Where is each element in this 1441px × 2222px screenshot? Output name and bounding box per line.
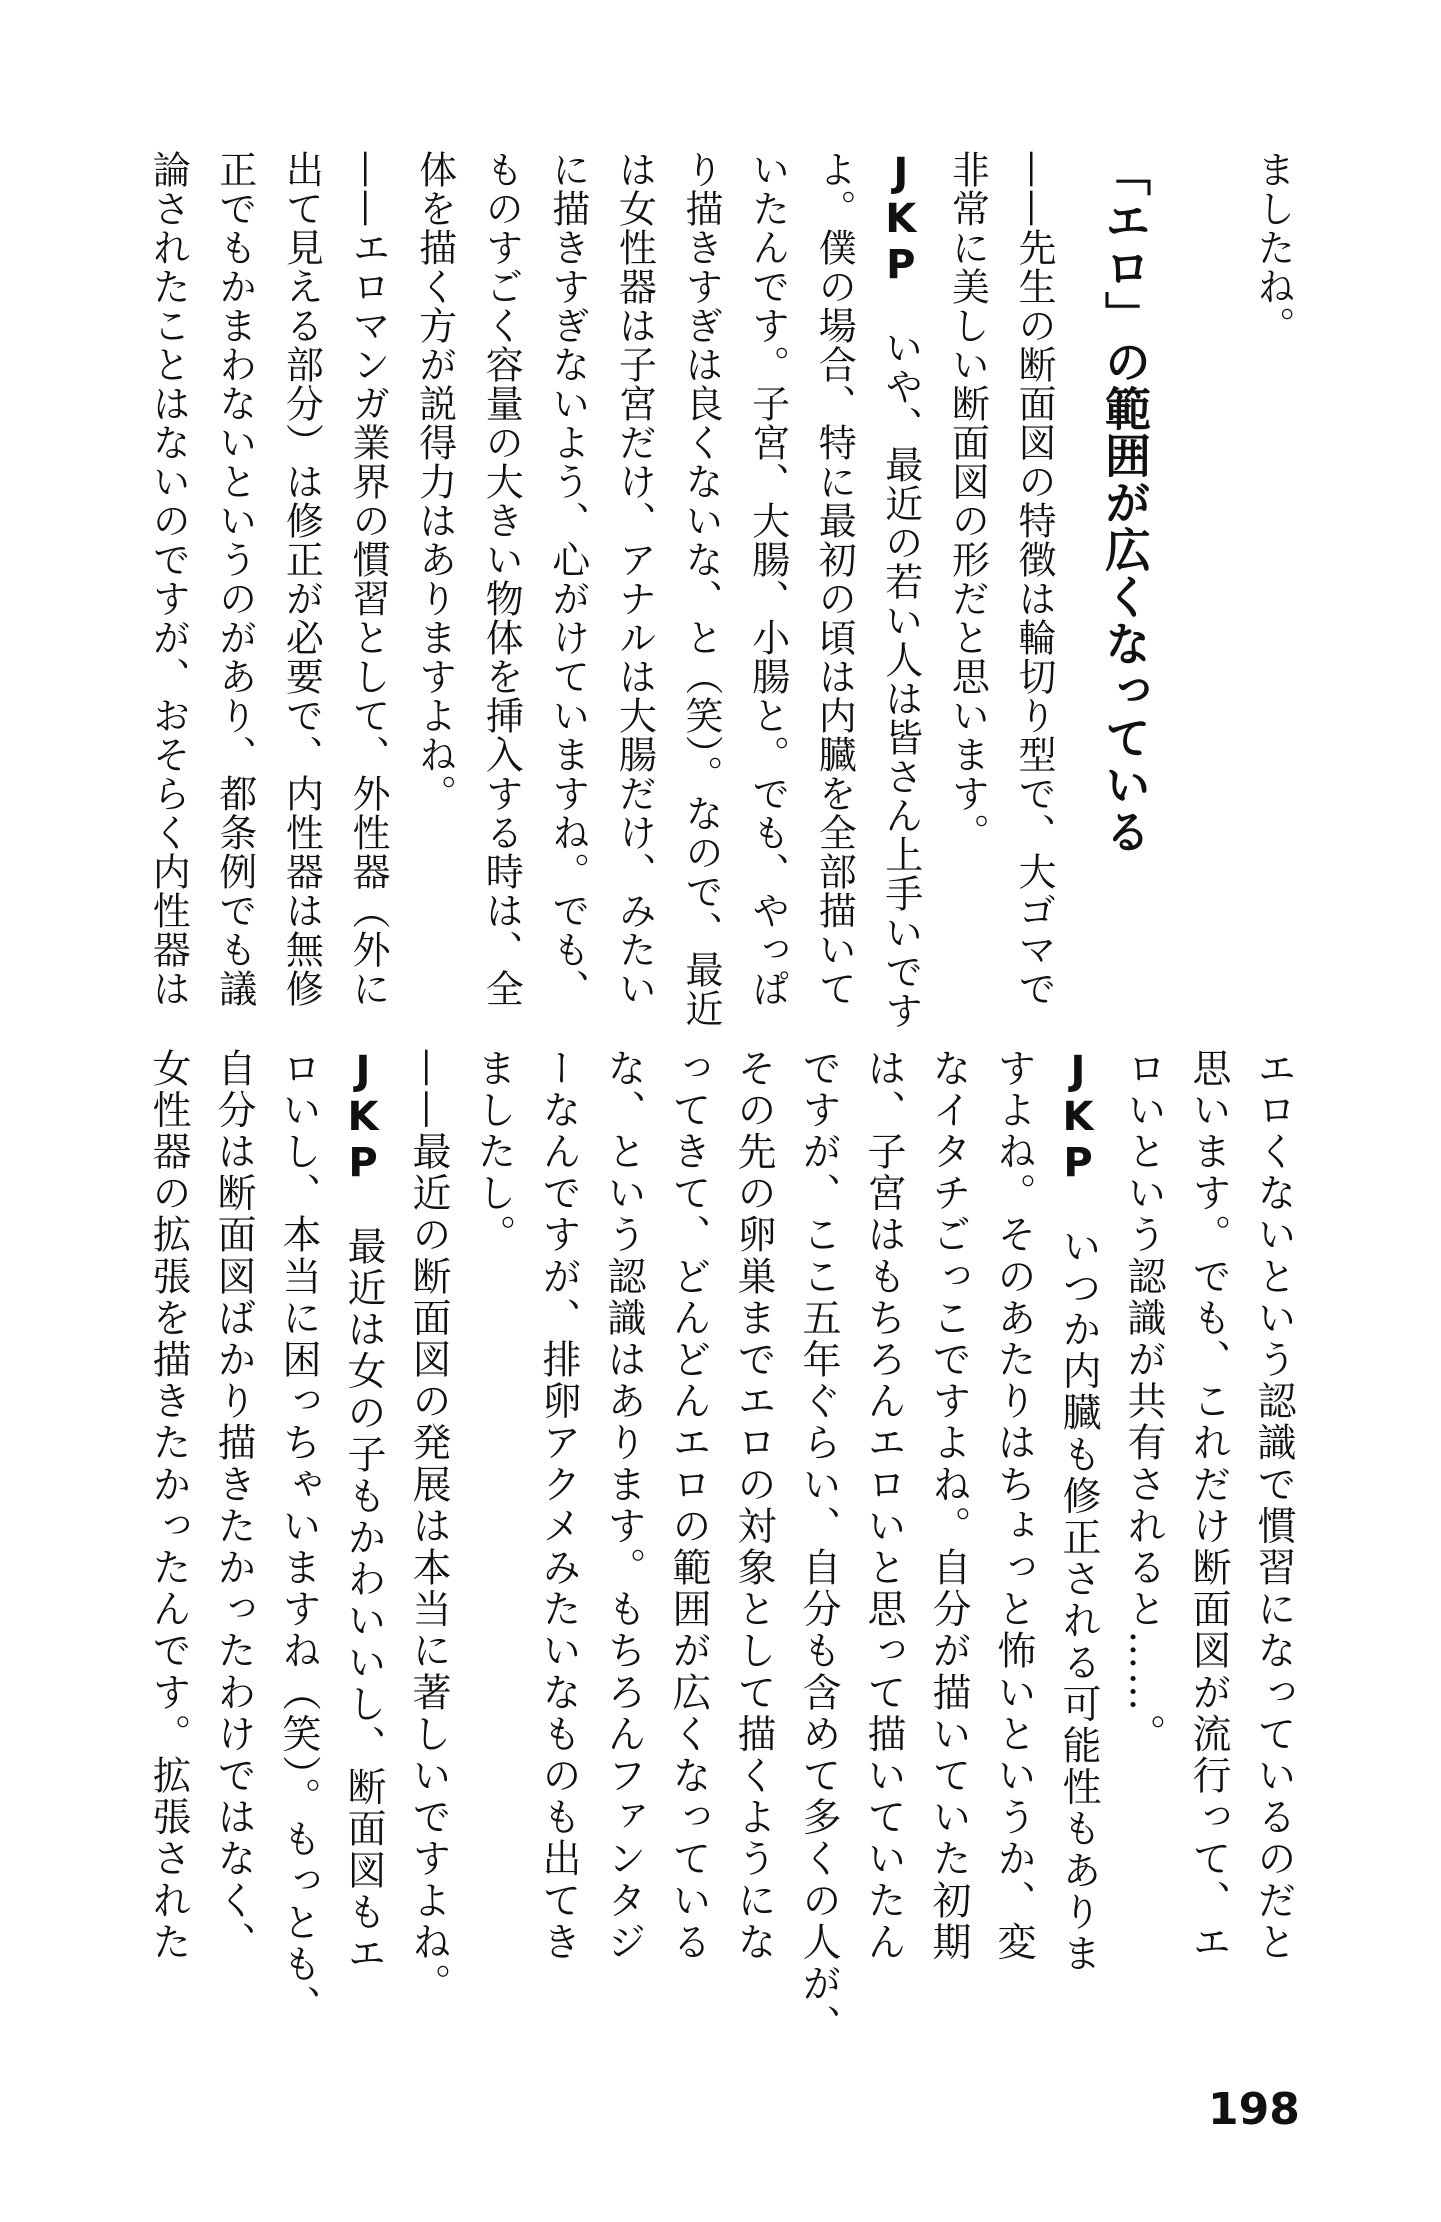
column-text: な、という認識はあります。もちろんファンタジ	[601, 1048, 646, 1964]
column-text: ーなんですが、排卵アクメみたいなものも出てき	[536, 1048, 581, 1964]
column-text: ——最近の断面図の発展は本当に著しいですよね。	[406, 1048, 451, 2005]
speaker-label: JKP	[1055, 1048, 1101, 1186]
column-text: いたんです。子宮、大腸、小腸と。でも、やっぱ	[745, 150, 790, 1008]
column-text: は、子宮はもちろんエロいと思って描いていたん	[861, 1048, 906, 1964]
speaker-line	[1054, 1048, 1102, 1975]
text-column	[1184, 1048, 1232, 1963]
text-column	[729, 1048, 777, 1963]
text-column	[1119, 1048, 1167, 1755]
speaker-line	[339, 1048, 387, 1975]
text-column	[209, 1048, 257, 1963]
text-column	[599, 1048, 647, 1963]
text-column	[924, 1048, 972, 1963]
column-text: ってきて、どんどんエロの範囲が広くなっている	[666, 1048, 711, 1964]
column-text: エロくないという認識で慣習になっているのだと	[1251, 1048, 1296, 1964]
column-text: ましたね。	[1251, 150, 1295, 345]
column-text: ましたし。	[471, 1048, 516, 1256]
column-text: ——エロマンガ業界の慣習として、外性器（外に	[346, 150, 390, 1008]
column-text: 出て見える部分）は修正が必要で、内性器は無修	[279, 150, 324, 1008]
column-text: ですが、ここ五年ぐらい、自分も含めて多くの人が、	[796, 1048, 841, 2047]
text-column	[344, 150, 392, 1008]
column-text: よ。僕の場合、特に最初の頃は内臓を全部描いて	[812, 150, 857, 1008]
speaker-line	[877, 150, 925, 1030]
text-column	[664, 1048, 712, 1963]
text-column	[534, 1048, 582, 1963]
text-column	[477, 150, 525, 1008]
column-text: いや、最近の若い人は皆さん上手いです	[878, 328, 923, 1030]
text-column	[274, 1048, 322, 2027]
column-text: 女性器の拡張を描きたかったんです。拡張された	[146, 1048, 191, 1964]
text-column	[144, 1048, 192, 1963]
column-text: に描きすぎないよう、心がけていますね。でも、	[545, 150, 590, 1008]
column-text: ロいし、本当に困っちゃいますね（笑）。もっとも、	[276, 1048, 321, 2027]
text-column	[469, 1048, 517, 1256]
column-text: 最近は女の子もかわいいし、断面図もエ	[341, 1226, 386, 1975]
text-column	[859, 1048, 907, 1963]
text-column	[677, 150, 725, 1028]
column-text: り描きすぎは良くないな、と（笑）。なので、最近	[679, 150, 723, 1028]
speaker-label: JKP	[340, 1048, 386, 1186]
text-column	[610, 150, 658, 1008]
column-text: いつか内臓も修正される可能性もありま	[1056, 1226, 1101, 1975]
text-column	[411, 150, 459, 813]
text-column	[144, 150, 192, 1008]
column-text: は女性器は子宮だけ、アナルは大腸だけ、みたい	[612, 150, 657, 1008]
speaker-label: JKP	[877, 150, 924, 288]
text-column	[1249, 1048, 1297, 1963]
text-column	[943, 150, 991, 852]
text-column	[544, 150, 592, 1008]
text-column	[794, 1048, 842, 2046]
section-heading: 「エロ」の範囲が広くなっている	[1098, 150, 1152, 855]
column-text: ——先生の断面図の特徴は輪切り型で、大ゴマで	[1012, 150, 1056, 1008]
page-number: 198	[1208, 2084, 1300, 2135]
column-text: 自分は断面図ばかり描きたかったわけではなく、	[211, 1048, 256, 1964]
column-text: ロいという認識が共有されると……。	[1121, 1048, 1166, 1756]
text-column	[404, 1048, 452, 2005]
text-column	[211, 150, 259, 1008]
column-text: その先の卵巣までエロの対象として描くようにな	[731, 1048, 776, 1964]
text-column	[277, 150, 325, 1008]
text-column	[989, 1048, 1037, 1963]
column-text: 体を描く方が説得力はありますよね。	[412, 150, 457, 813]
text-column	[1010, 150, 1058, 1008]
text-column	[810, 150, 858, 1008]
column-text: ものすごく容量の大きい物体を挿入する時は、全	[479, 150, 524, 1008]
column-text: 非常に美しい断面図の形だと思います。	[945, 150, 990, 852]
column-text: 論されたことはないのですが、おそらく内性器は	[146, 150, 191, 1008]
column-text: すよね。そのあたりはちょっと怖いというか、変	[991, 1048, 1036, 1964]
column-text: なイタチごっこですよね。自分が描いていた初期	[926, 1048, 971, 1964]
text-column	[1249, 150, 1297, 345]
text-column	[744, 150, 792, 1008]
column-text: 思います。でも、これだけ断面図が流行って、エ	[1186, 1048, 1231, 1964]
column-text: 正でもかまわないというのがあり、都条例でも議	[212, 150, 257, 1008]
